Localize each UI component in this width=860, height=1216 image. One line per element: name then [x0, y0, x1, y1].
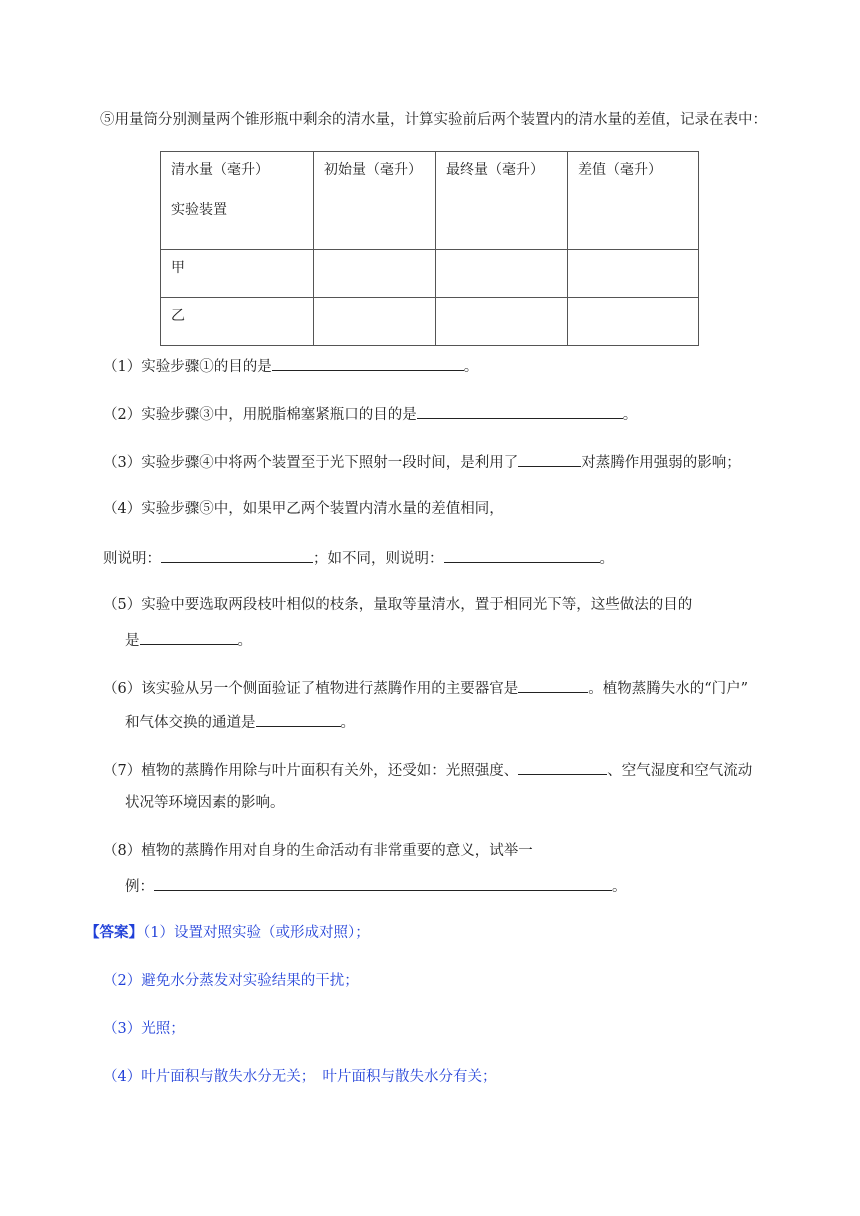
table-cell [314, 297, 436, 345]
answer-blank[interactable] [417, 403, 623, 419]
column-header-initial: 初始量（毫升） [314, 152, 436, 250]
answer-blank[interactable] [518, 759, 607, 775]
answer-blank[interactable] [518, 677, 588, 693]
answer-tag: 【答案】 [85, 924, 143, 941]
answer-blank[interactable] [256, 711, 341, 727]
row-label-jia: 甲 [161, 249, 314, 297]
results-table [160, 151, 699, 346]
table-cell [314, 249, 436, 297]
answer-blank[interactable] [161, 547, 313, 563]
table-header-row [161, 152, 699, 250]
table-row [161, 297, 699, 345]
column-header-difference: 差值（毫升） [568, 152, 699, 250]
corner-label-quantity: 清水量（毫升） [171, 162, 269, 178]
table-row [161, 249, 699, 297]
answer-blank[interactable] [140, 629, 238, 645]
answer-blank[interactable] [518, 451, 581, 467]
question-2: （2）实验步骤③中，用脱脂棉塞紧瓶口的目的是 。 [103, 403, 637, 425]
question-6-line-2: 和气体交换的通道是 。 [125, 711, 355, 733]
answer-blank[interactable] [444, 547, 600, 563]
question-7-line-2: 状况等环境因素的影响。 [125, 795, 285, 811]
question-8-line-2: 例： 。 [125, 875, 627, 897]
question-7: （7）植物的蒸腾作用除与叶片面积有关外，还受如：光照强度、 、空气湿度和空气流动 [103, 759, 752, 781]
column-header-final: 最终量（毫升） [436, 152, 568, 250]
question-4-answer-line: 则说明： ；如不同，则说明： 。 [103, 547, 614, 569]
answer-blank[interactable] [272, 355, 464, 371]
question-5-line-2: 是 。 [125, 629, 252, 651]
table-cell [568, 249, 699, 297]
answer-4: （4）叶片面积与散失水分无关； 叶片面积与散失水分有关； [103, 1069, 497, 1085]
question-3: （3）实验步骤④中将两个装置至于光下照射一段时间，是利用了 对蒸腾作用强弱的影响； [103, 451, 741, 473]
question-8: （8）植物的蒸腾作用对自身的生命活动有非常重要的意义，试举一 [103, 843, 533, 859]
answer-blank[interactable] [154, 875, 612, 891]
answer-2: （2）避免水分蒸发对实验结果的干扰； [103, 973, 359, 989]
table-cell [436, 297, 568, 345]
row-label-yi: 乙 [161, 297, 314, 345]
table-cell [568, 297, 699, 345]
question-1: （1）实验步骤①的目的是 。 [103, 355, 478, 377]
table-cell [436, 249, 568, 297]
table-corner-header [161, 152, 314, 250]
step-5-text: ⑤用量筒分别测量两个锥形瓶中剩余的清水量，计算实验前后两个装置内的清水量的差值，记录在表中： [100, 112, 767, 128]
question-5: （5）实验中要选取两段枝叶相似的枝条，量取等量清水，置于相同光下等，这些做法的目的 [103, 597, 693, 613]
question-6: （6）该实验从另一个侧面验证了植物进行蒸腾作用的主要器官是 。植物蒸腾失水的“门户” [103, 677, 748, 699]
answer-3: （3）光照； [103, 1021, 185, 1037]
answer-1: 【答案】（1）设置对照实验（或形成对照）； [85, 924, 370, 941]
corner-label-device: 实验装置 [171, 202, 227, 218]
question-4: （4）实验步骤⑤中，如果甲乙两个装置内清水量的差值相同， [103, 501, 504, 517]
